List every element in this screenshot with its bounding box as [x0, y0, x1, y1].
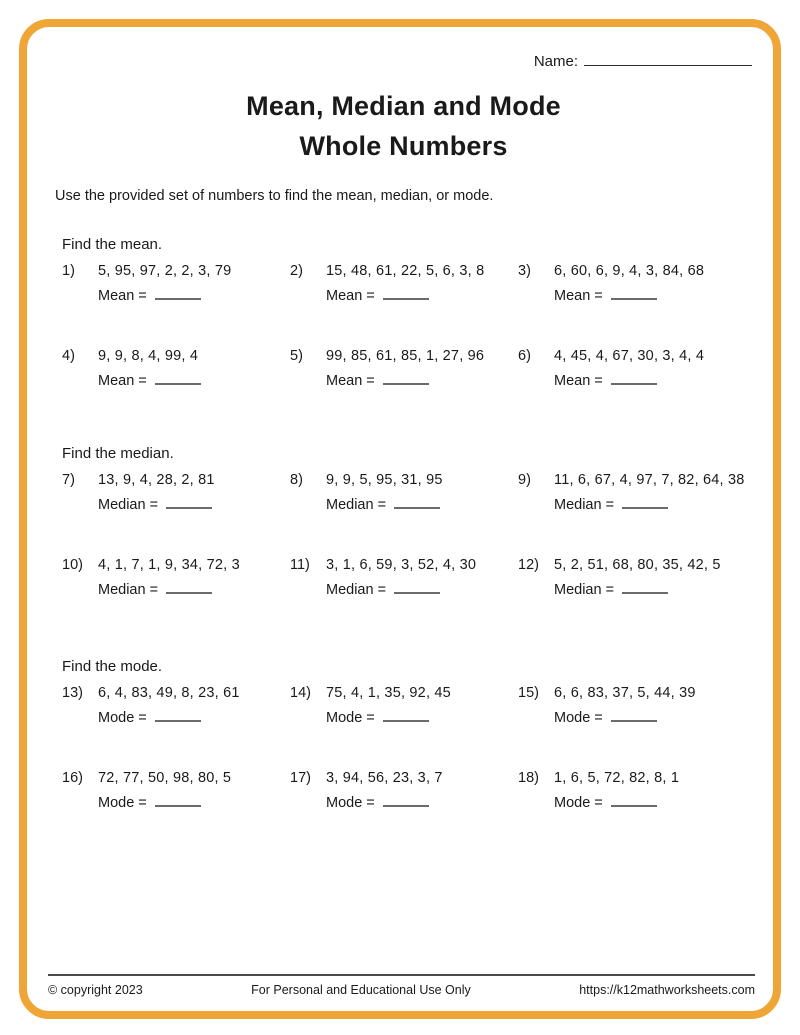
problem-numbers: 72, 77, 50, 98, 80, 5: [98, 770, 232, 786]
problem-numbers: 99, 85, 61, 85, 1, 27, 96: [326, 348, 485, 364]
answer-label: Mean =: [326, 373, 375, 389]
answer-label: Mode =: [98, 795, 147, 811]
answer-row: [554, 497, 745, 513]
answer-blank: [394, 582, 440, 594]
answer-label: Median =: [554, 497, 615, 513]
usage-text: For Personal and Educational Use Only: [251, 983, 471, 997]
problem-16: [62, 770, 290, 811]
problem-numbers: 75, 4, 1, 35, 92, 45: [326, 685, 451, 701]
answer-row: [98, 582, 240, 598]
problem-number: 4): [62, 348, 75, 364]
answer-blank: [611, 795, 657, 807]
problem-8: [290, 472, 518, 513]
problem-18: [518, 770, 752, 811]
problem-numbers: 4, 1, 7, 1, 9, 34, 72, 3: [98, 557, 240, 573]
problem-number: 9): [518, 472, 531, 488]
section-heading-median: Find the median.: [62, 445, 174, 462]
answer-label: Mean =: [326, 288, 375, 304]
answer-label: Mode =: [554, 795, 603, 811]
answer-blank: [383, 373, 429, 385]
answer-label: Mode =: [326, 710, 375, 726]
answer-label: Mean =: [98, 373, 147, 389]
answer-row: [326, 582, 476, 598]
answer-row: [554, 373, 704, 389]
problem-7: [62, 472, 290, 513]
answer-label: Median =: [554, 582, 615, 598]
name-label: Name:: [533, 53, 578, 70]
problem-17: [290, 770, 518, 811]
answer-row: [98, 710, 240, 726]
problem-5: [290, 348, 518, 389]
answer-row: [554, 582, 721, 598]
answer-label: Mode =: [326, 795, 375, 811]
median-problems-grid: [62, 472, 752, 598]
problem-numbers: 3, 94, 56, 23, 3, 7: [326, 770, 443, 786]
problem-11: [290, 557, 518, 598]
answer-blank: [166, 497, 212, 509]
answer-row: [98, 497, 215, 513]
answer-row: [326, 795, 443, 811]
title-line-2: Whole Numbers: [299, 131, 508, 161]
answer-blank: [383, 710, 429, 722]
answer-blank: [166, 582, 212, 594]
problem-numbers: 15, 48, 61, 22, 5, 6, 3, 8: [326, 263, 485, 279]
problem-numbers: 1, 6, 5, 72, 82, 8, 1: [554, 770, 680, 786]
answer-row: [98, 288, 231, 304]
problem-3: [518, 263, 752, 304]
problem-numbers: 6, 60, 6, 9, 4, 3, 84, 68: [554, 263, 705, 279]
section-heading-mean: Find the mean.: [62, 236, 163, 253]
problem-number: 13): [62, 685, 83, 701]
answer-blank: [622, 497, 668, 509]
mean-problems-grid: [62, 263, 752, 389]
answer-label: Mean =: [554, 373, 603, 389]
problem-1: [62, 263, 290, 304]
problem-numbers: 6, 6, 83, 37, 5, 44, 39: [554, 685, 696, 701]
problem-number: 10): [62, 557, 83, 573]
answer-label: Median =: [98, 582, 159, 598]
problem-10: [62, 557, 290, 598]
problem-14: [290, 685, 518, 726]
problem-number: 18): [518, 770, 539, 786]
answer-row: [554, 710, 696, 726]
answer-blank: [611, 710, 657, 722]
mode-problems-grid: [62, 685, 752, 811]
answer-row: [326, 373, 484, 389]
problem-number: 3): [518, 263, 531, 279]
problem-number: 8): [290, 472, 303, 488]
answer-label: Median =: [326, 582, 387, 598]
problem-12: [518, 557, 752, 598]
answer-row: [326, 710, 451, 726]
answer-row: [554, 288, 704, 304]
answer-label: Mean =: [554, 288, 603, 304]
section-mode: [55, 658, 752, 811]
problem-9: [518, 472, 752, 513]
answer-row: [554, 795, 679, 811]
answer-blank: [383, 288, 429, 300]
problem-number: 5): [290, 348, 303, 364]
problem-numbers: 9, 9, 5, 95, 31, 95: [326, 472, 443, 488]
problem-number: 17): [290, 770, 311, 786]
answer-label: Mode =: [98, 710, 147, 726]
problem-number: 6): [518, 348, 531, 364]
answer-row: [326, 288, 484, 304]
problem-numbers: 6, 4, 83, 49, 8, 23, 61: [98, 685, 240, 701]
problem-number: 1): [62, 263, 75, 279]
worksheet-content: [55, 28, 752, 1005]
problem-number: 2): [290, 263, 303, 279]
section-mean: [55, 236, 752, 389]
problem-13: [62, 685, 290, 726]
problem-number: 12): [518, 557, 539, 573]
answer-row: [326, 497, 443, 513]
answer-blank: [155, 710, 201, 722]
answer-blank: [611, 373, 657, 385]
problem-numbers: 5, 2, 51, 68, 80, 35, 42, 5: [554, 557, 721, 573]
problem-numbers: 4, 45, 4, 67, 30, 3, 4, 4: [554, 348, 705, 364]
problem-15: [518, 685, 752, 726]
copyright-text: © copyright 2023: [48, 983, 143, 997]
problem-4: [62, 348, 290, 389]
problem-numbers: 5, 95, 97, 2, 2, 3, 79: [98, 263, 232, 279]
answer-label: Mean =: [98, 288, 147, 304]
problem-numbers: 3, 1, 6, 59, 3, 52, 4, 30: [326, 557, 477, 573]
name-blank: [584, 52, 752, 66]
problem-number: 7): [62, 472, 75, 488]
answer-blank: [155, 373, 201, 385]
answer-blank: [383, 795, 429, 807]
page-footer: [48, 974, 755, 997]
problem-number: 16): [62, 770, 83, 786]
problem-numbers: 13, 9, 4, 28, 2, 81: [98, 472, 215, 488]
answer-blank: [155, 795, 201, 807]
answer-blank: [611, 288, 657, 300]
section-median: [55, 445, 752, 598]
problem-2: [290, 263, 518, 304]
answer-label: Mode =: [554, 710, 603, 726]
title-line-1: Mean, Median and Mode: [246, 91, 561, 121]
answer-label: Median =: [326, 497, 387, 513]
name-row: [55, 52, 752, 70]
problem-numbers: 11, 6, 67, 4, 97, 7, 82, 64, 38: [554, 472, 745, 488]
problem-number: 14): [290, 685, 311, 701]
answer-blank: [622, 582, 668, 594]
problem-number: 11): [290, 557, 310, 573]
answer-label: Median =: [98, 497, 159, 513]
problem-number: 15): [518, 685, 539, 701]
answer-blank: [155, 288, 201, 300]
instruction-text: Use the provided set of numbers to find the mean, median, or mode.: [55, 188, 494, 204]
site-url: https://k12mathworksheets.com: [579, 983, 755, 997]
problem-6: [518, 348, 752, 389]
section-heading-mode: Find the mode.: [62, 658, 163, 675]
worksheet-title: [55, 86, 752, 166]
problem-numbers: 9, 9, 8, 4, 99, 4: [98, 348, 199, 364]
answer-blank: [394, 497, 440, 509]
answer-row: [98, 373, 201, 389]
answer-row: [98, 795, 231, 811]
